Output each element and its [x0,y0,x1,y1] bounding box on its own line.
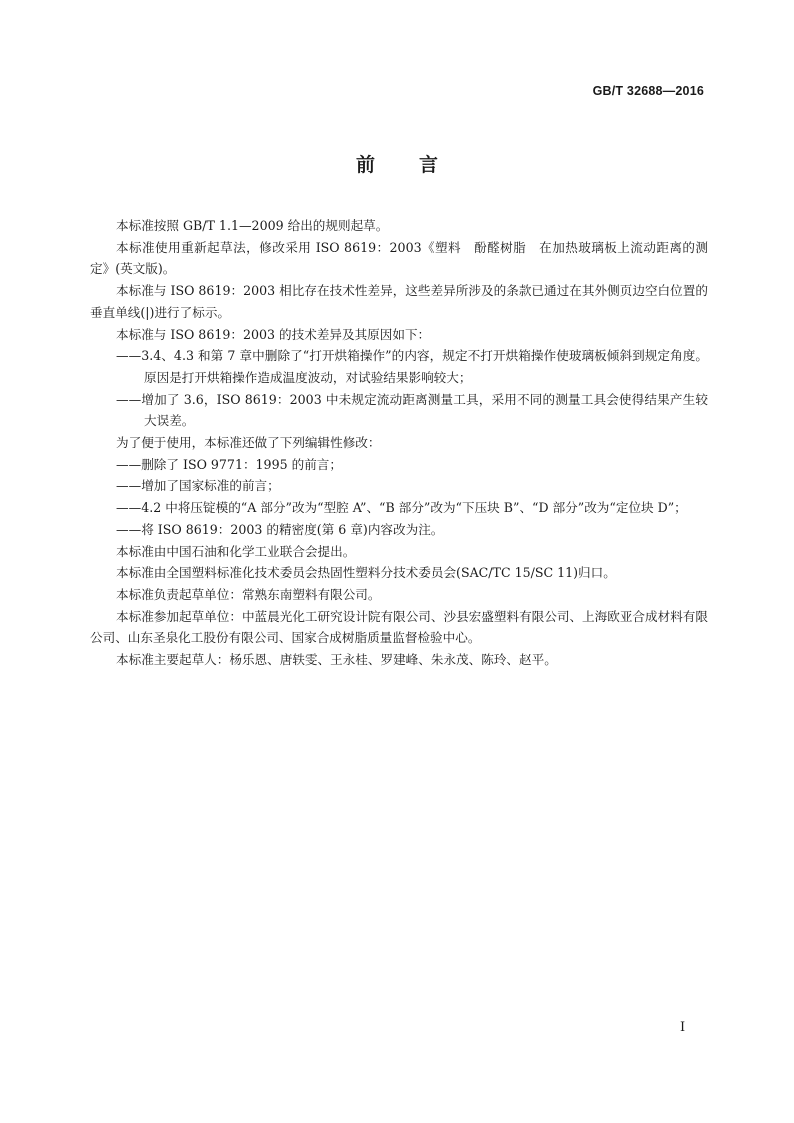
paragraph-participating-drafters: 本标准参加起草单位：中蓝晨光化工研究设计院有限公司、沙县宏盛塑料有限公司、上海欧亚合成材料有限公司、山东圣泉化工股份有限公司、国家合成树脂质量监督检验中心。 [90,608,708,646]
standard-code: GB/T 32688—2016 [592,84,704,98]
paragraph-main-drafters: 本标准主要起草人：杨乐恩、唐轶雯、王永桂、罗建峰、朱永茂、陈玲、赵平。 [116,652,557,668]
list-item: ——增加了国家标准的前言； [116,478,280,494]
paragraph-technical-differences: 本标准与 ISO 8619：2003 相比存在技术性差异，这些差异所涉及的条款已通过在其外侧页边空白位置的垂直单线(|)进行了标示。 [90,283,708,320]
page-title: 前言 [355,154,482,176]
foreword-body [90,215,708,671]
paragraph-proposed-by: 本标准由中国石油和化学工业联合会提出。 [116,543,356,559]
list-item: ——4.2 中将压锭模的“A 部分”改为“型腔 A”、“B 部分”改为“下压块 B”、“D 部分”改为“定位块 D”； [116,500,687,516]
paragraph-differences-intro: 本标准与 ISO 8619：2003 的技术差异及其原因如下： [116,326,431,342]
list-item: ——将 ISO 8619：2003 的精密度(第 6 章)内容改为注。 [116,521,444,537]
paragraph-lead-drafter: 本标准负责起草单位：常熟东南塑料有限公司。 [116,586,381,602]
paragraph-drafting-rules: 本标准按照 GB/T 1.1—2009 给出的规则起草。 [116,218,389,233]
paragraph-under-jurisdiction: 本标准由全国塑料标准化技术委员会热固性塑料分技术委员会(SAC/TC 15/SC 11)归口。 [116,565,616,581]
list-item: ——3.4、4.3 和第 7 章中删除了“打开烘箱操作”的内容，规定不打开烘箱操作使玻璃板倾斜到规定角度。原因是打开烘箱操作造成温度波动，对试验结果影响较大； [116,348,708,385]
paragraph-editorial-intro: 为了便于使用，本标准还做了下列编辑性修改： [116,435,381,451]
list-item: ——增加了 3.6，ISO 8619：2003 中未规定流动距离测量工具，采用不同的测量工具会使得结果产生较大误差。 [116,391,708,429]
paragraph-adoption-method: 本标准使用重新起草法，修改采用 ISO 8619：2003《塑料 酚醛树脂 在加热玻璃板上流动距离的测定》(英文版)。 [90,239,708,277]
page-number: I [680,1020,686,1035]
list-item: ——删除了 ISO 9771：1995 的前言； [116,456,342,472]
